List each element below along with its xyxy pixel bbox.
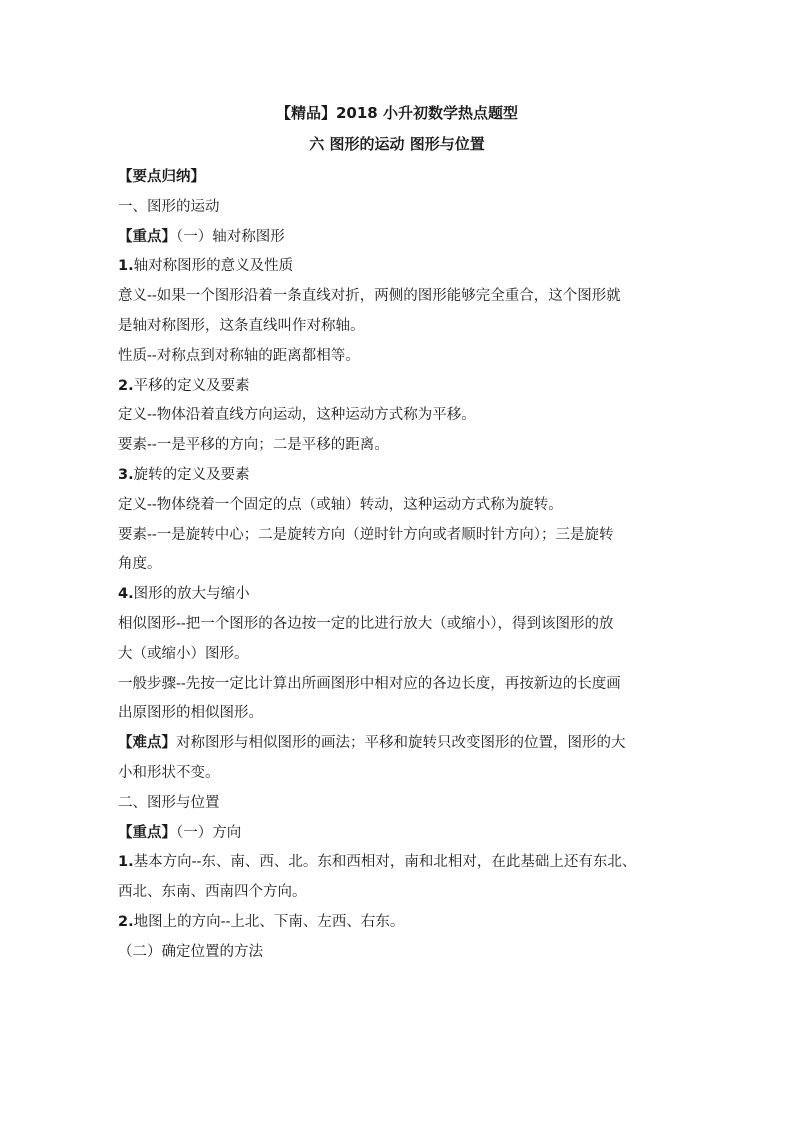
line-bold-prefix: 【重点】 [118,824,176,841]
line-text: 一般步骤--先按一定比计算出所画图形中相对应的各边长度，再按新边的长度画 [118,675,621,692]
line-text: 意义--如果一个图形沿着一条直线对折，两侧的图形能够完全重合，这个图形就 [118,288,621,305]
line-text: 地图上的方向--上北、下南、左西、右东。 [133,913,405,930]
text-line [118,729,690,759]
line-text: 小和形状不变。 [118,764,220,781]
text-line [118,491,690,521]
line-bold-prefix: 2. [118,913,134,930]
line-bold-prefix: 2. [118,377,134,394]
line-text: （一）轴对称图形 [176,228,285,245]
line-bold-prefix: 【难点】 [118,735,176,752]
line-bold-prefix: 3. [118,466,134,483]
document-subtitle: 六 图形的运动 图形与位置 [309,135,485,153]
document-title: 【精品】2018 小升初数学热点题型 [276,104,518,122]
line-text: 要素--一是旋转中心；二是旋转方向（逆时针方向或者顺时针方向）；三是旋转 [118,526,614,543]
text-line [118,461,690,491]
text-line [118,431,690,461]
line-text: 平移的定义及要素 [133,377,250,394]
text-line [118,521,690,551]
line-text: 是轴对称图形，这条直线叫作对称轴。 [118,317,365,334]
text-line [118,670,690,700]
line-text: 出原图形的相似图形。 [118,705,263,722]
line-bold-prefix: 4. [118,586,134,603]
text-line [118,819,690,849]
line-text: （一）方向 [176,824,242,841]
line-text: 一、图形的运动 [118,198,220,215]
text-line [118,401,690,431]
text-line [118,163,690,193]
line-bold-prefix: 【要点归纳】 [118,169,205,185]
line-text: 二、图形与位置 [118,794,220,811]
line-text: 西北、东南、西南四个方向。 [118,884,307,901]
text-line [118,640,690,670]
line-text: 对称图形与相似图形的画法；平移和旋转只改变图形的位置，图形的大 [176,735,626,752]
line-text: 定义--物体沿着直线方向运动，这种运动方式称为平移。 [118,407,476,424]
line-bold-prefix: 1. [118,854,134,871]
text-line [118,699,690,729]
line-bold-prefix: 【重点】 [118,228,176,245]
line-text: 图形的放大与缩小 [133,586,250,603]
text-line [118,252,690,282]
text-line [118,938,690,968]
line-text: （二）确定位置的方法 [118,943,263,960]
line-text: 定义--物体绕着一个固定的点（或轴）转动，这种运动方式称为旋转。 [118,496,563,513]
line-text: 角度。 [118,556,162,573]
text-line [118,759,690,789]
text-line [118,878,690,908]
line-text: 大（或缩小）图形。 [118,645,249,662]
line-text: 要素--一是平移的方向；二是平移的距离。 [118,437,389,454]
line-bold-prefix: 1. [118,258,134,275]
text-line [118,848,690,878]
text-line [118,193,690,223]
text-line [118,610,690,640]
text-line [118,223,690,253]
text-line [118,342,690,372]
line-text: 轴对称图形的意义及性质 [133,258,294,275]
text-line [118,312,690,342]
text-line [118,372,690,402]
text-line [118,580,690,610]
line-text: 旋转的定义及要素 [133,466,250,483]
line-text: 相似图形--把一个图形的各边按一定的比进行放大（或缩小），得到该图形的放 [118,615,614,632]
document-body [118,163,690,968]
text-line [118,282,690,312]
line-text: 性质--对称点到对称轴的距离都相等。 [118,347,360,364]
text-line [118,550,690,580]
line-text: 基本方向--东、南、西、北。东和西相对，南和北相对，在此基础上还有东北、 [133,854,637,871]
text-line [118,789,690,819]
text-line [118,908,690,938]
